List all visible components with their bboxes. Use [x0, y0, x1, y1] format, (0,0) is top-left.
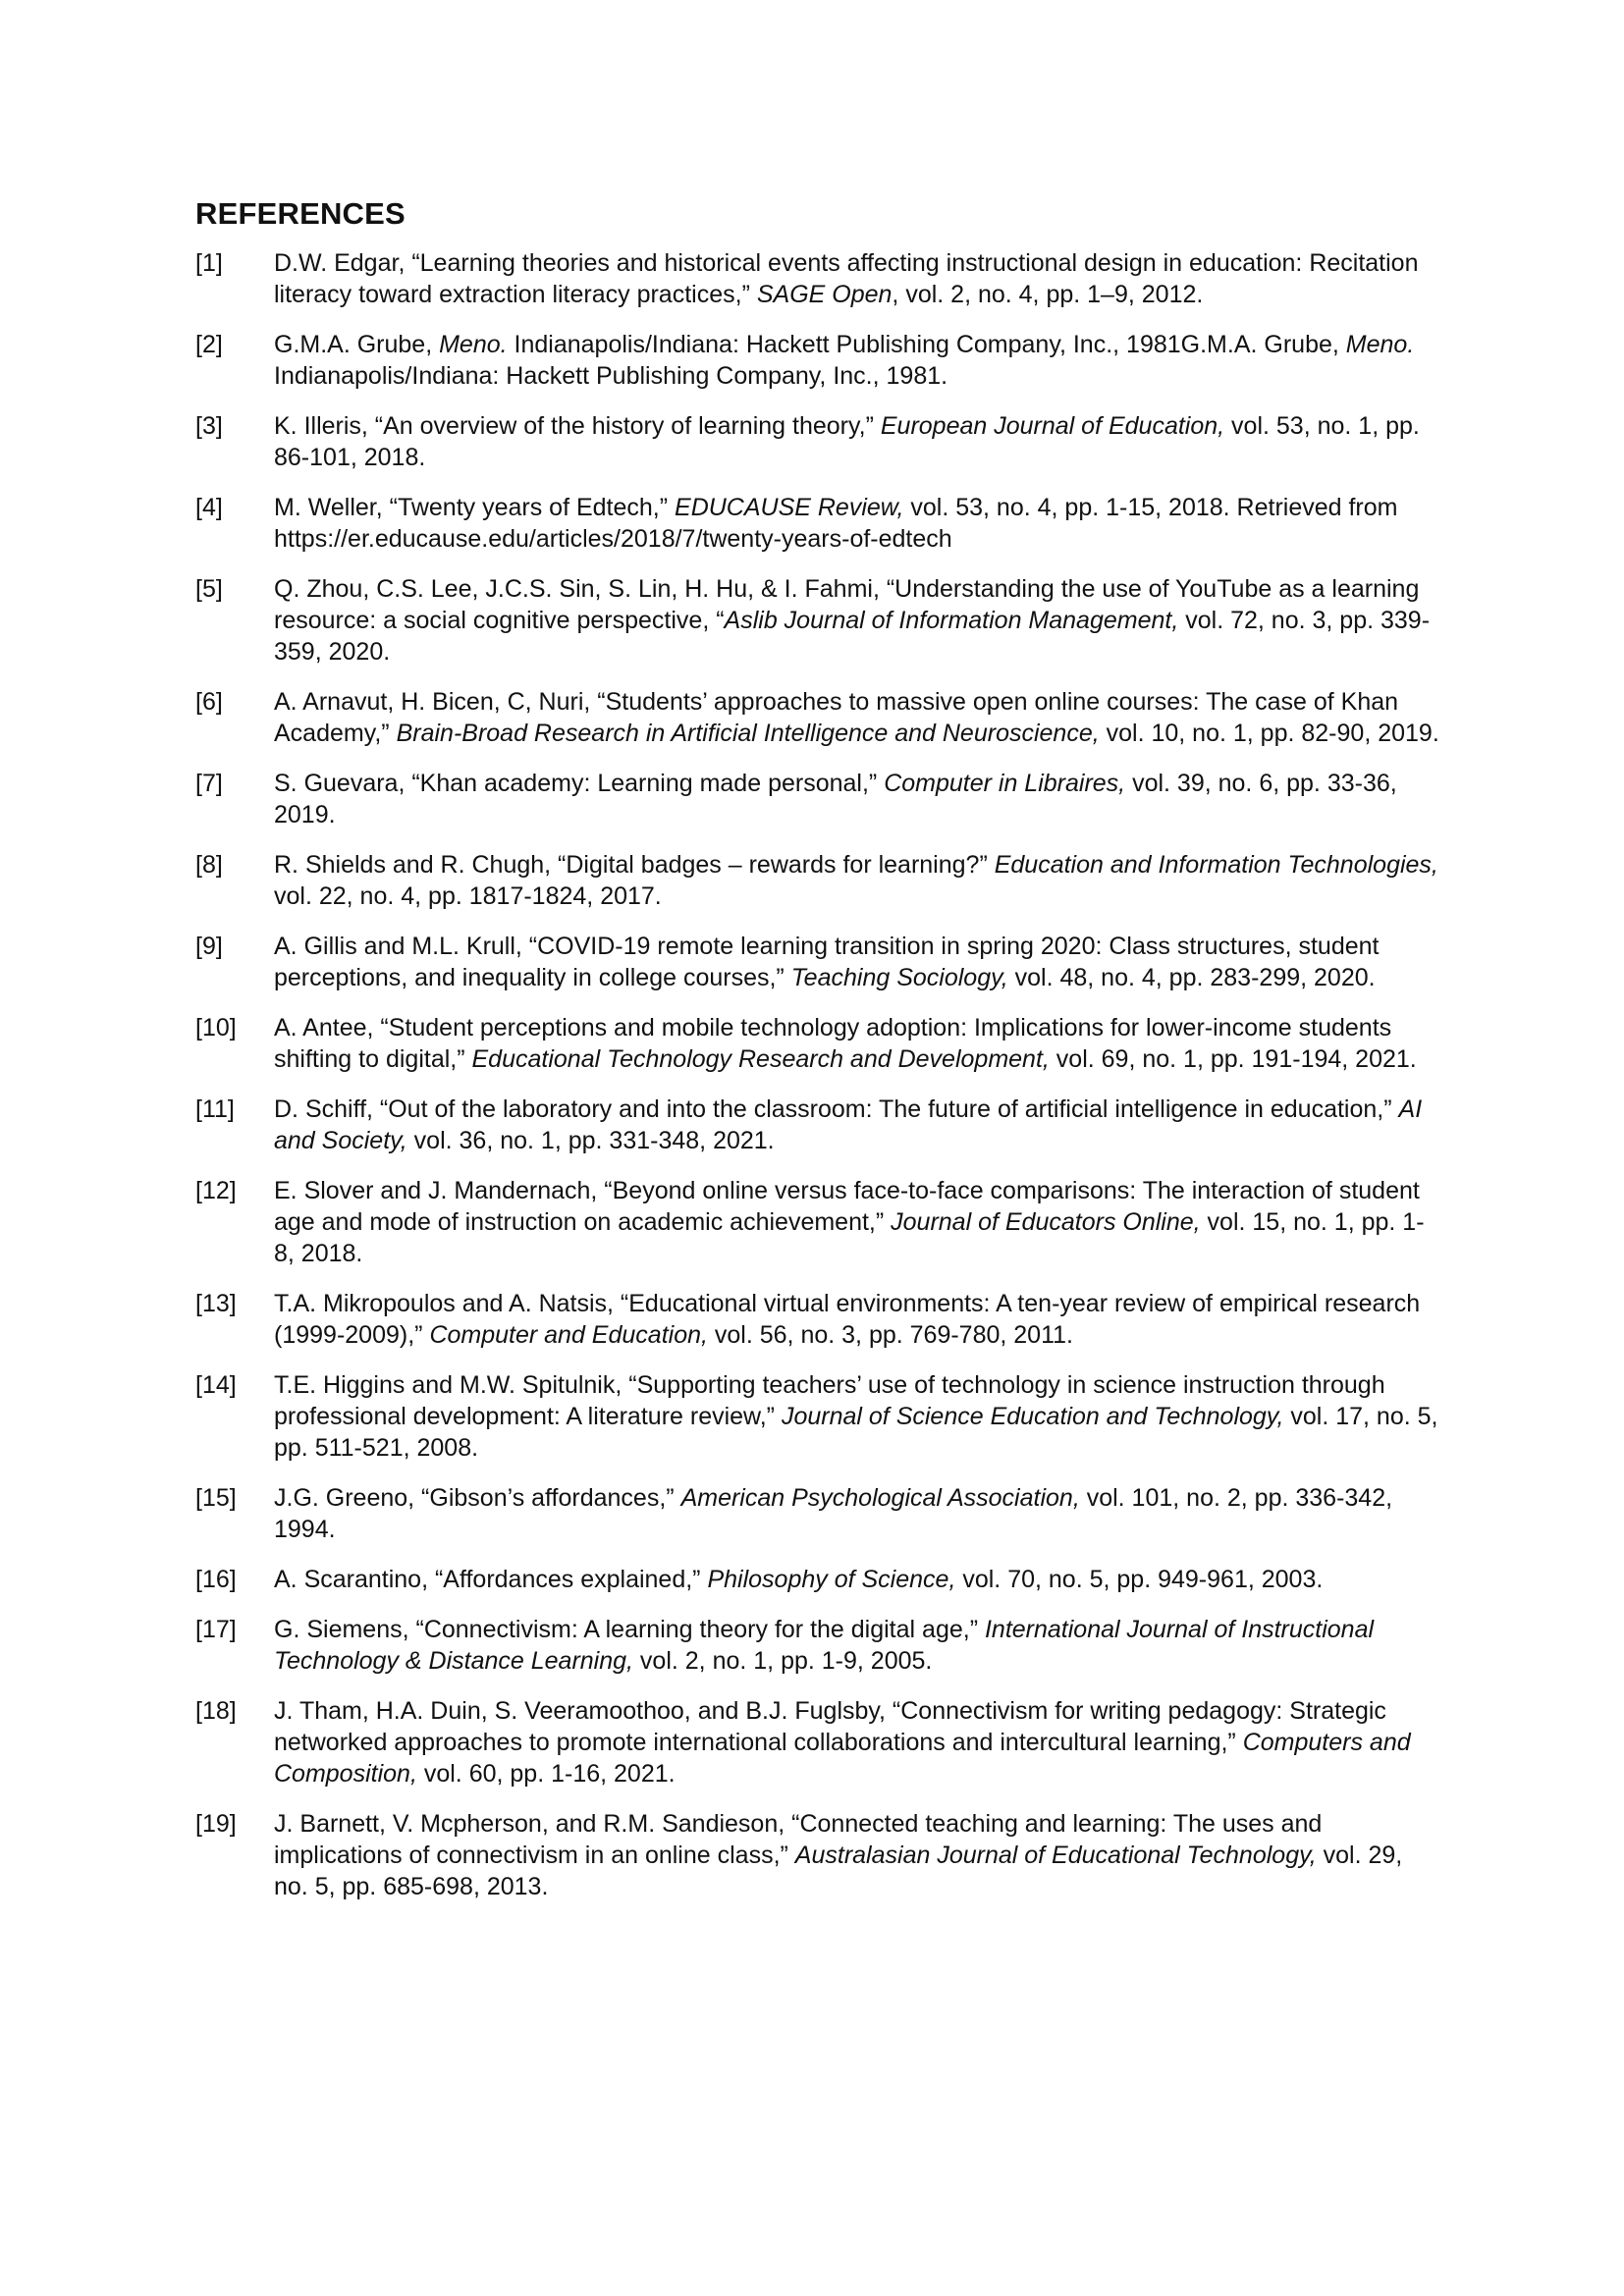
reference-source-title: Journal of Educators Online,: [891, 1208, 1201, 1236]
reference-text-segment: A. Antee, “Student perceptions and mobile technology adoption: Implications for lower-income students shifting to digital,”: [274, 1014, 1392, 1073]
reference-text-segment: vol. 10, no. 1, pp. 82-90, 2019.: [1099, 720, 1439, 747]
reference-number: [7]: [195, 770, 223, 797]
reference-item: [195, 247, 1442, 310]
reference-source-title: Meno.: [1345, 331, 1415, 358]
reference-source-title: American Psychological Association,: [680, 1484, 1080, 1512]
reference-number: [13]: [195, 1290, 237, 1317]
reference-text: [274, 849, 1442, 912]
reference-text-segment: vol. 22, no. 4, pp. 1817-1824, 2017.: [274, 882, 662, 910]
reference-number: [1]: [195, 249, 223, 277]
reference-text-segment: D. Schiff, “Out of the laboratory and into the classroom: The future of artificial intelligence in education,”: [274, 1095, 1399, 1123]
reference-item: [195, 492, 1442, 555]
reference-item: [195, 1614, 1442, 1677]
reference-text-segment: A. Scarantino, “Affordances explained,”: [274, 1566, 708, 1593]
reference-item: [195, 849, 1442, 912]
reference-list: [195, 247, 1442, 1921]
reference-text-segment: vol. 48, no. 4, pp. 283-299, 2020.: [1007, 964, 1376, 991]
reference-text: [274, 1012, 1442, 1075]
reference-text: [274, 1288, 1442, 1351]
reference-item: [195, 329, 1442, 392]
reference-number: [6]: [195, 688, 223, 716]
reference-text: [274, 492, 1442, 555]
reference-text: [274, 1695, 1442, 1789]
reference-item: [195, 573, 1442, 667]
reference-text-segment: R. Shields and R. Chugh, “Digital badges – rewards for learning?”: [274, 851, 995, 879]
reference-source-title: European Journal of Education,: [880, 412, 1225, 440]
reference-item: [195, 1369, 1442, 1464]
reference-number: [8]: [195, 851, 223, 879]
reference-item: [195, 1695, 1442, 1789]
reference-text: [274, 1175, 1442, 1269]
reference-number: [12]: [195, 1177, 237, 1204]
reference-text: [274, 931, 1442, 993]
reference-text-segment: Indianapolis/Indiana: Hackett Publishing Company, Inc., 1981.: [274, 362, 948, 390]
reference-source-title: AI and Society,: [274, 1095, 1423, 1154]
reference-text: [274, 1564, 1442, 1595]
reference-item: [195, 768, 1442, 830]
reference-number: [9]: [195, 933, 223, 960]
reference-text: [274, 1808, 1442, 1902]
reference-text-segment: A. Gillis and M.L. Krull, “COVID-19 remote learning transition in spring 2020: Class structures, student perceptions, and inequality in college courses,”: [274, 933, 1380, 991]
reference-text-segment: J. Tham, H.A. Duin, S. Veeramoothoo, and B.J. Fuglsby, “Connectivism for writing pedagogy: Strategic networked approaches to promote international collaborations and intercultural learning,”: [274, 1697, 1386, 1756]
reference-text: [274, 1614, 1442, 1677]
reference-source-title: Meno.: [439, 331, 508, 358]
reference-item: [195, 686, 1442, 749]
reference-source-title: Educational Technology Research and Development,: [471, 1045, 1050, 1073]
reference-text-segment: , vol. 2, no. 4, pp. 1–9, 2012.: [892, 281, 1204, 308]
reference-text-segment: vol. 72, no. 3, pp. 339-359, 2020.: [274, 607, 1431, 666]
reference-text-segment: vol. 29, no. 5, pp. 685-698, 2013.: [274, 1842, 1403, 1900]
reference-number: [11]: [195, 1095, 235, 1123]
reference-text-segment: vol. 39, no. 6, pp. 33-36, 2019.: [274, 770, 1397, 828]
reference-number: [10]: [195, 1014, 237, 1041]
reference-text-segment: K. Illeris, “An overview of the history of learning theory,”: [274, 412, 881, 440]
reference-text-segment: vol. 36, no. 1, pp. 331-348, 2021.: [406, 1127, 775, 1154]
reference-text-segment: Indianapolis/Indiana: Hackett Publishing Company, Inc., 1981G.M.A. Grube,: [507, 331, 1346, 358]
reference-text-segment: M. Weller, “Twenty years of Edtech,”: [274, 494, 676, 521]
reference-item: [195, 1094, 1442, 1156]
reference-text-segment: vol. 56, no. 3, pp. 769-780, 2011.: [707, 1321, 1073, 1349]
reference-text-segment: T.A. Mikropoulos and A. Natsis, “Educational virtual environments: A ten-year review of empirical research (1999-2009),”: [274, 1290, 1421, 1349]
reference-text-segment: G.M.A. Grube,: [274, 331, 440, 358]
reference-source-title: EDUCAUSE Review,: [675, 494, 904, 521]
reference-text: [274, 768, 1442, 830]
reference-source-title: Computer in Libraires,: [884, 770, 1126, 797]
reference-item: [195, 1012, 1442, 1075]
reference-text: [274, 247, 1442, 310]
reference-text-segment: D.W. Edgar, “Learning theories and historical events affecting instructional design in education: Recitation literacy toward extraction literacy practices,”: [274, 249, 1419, 308]
reference-source-title: Computers and Composition,: [274, 1729, 1411, 1788]
reference-text-segment: T.E. Higgins and M.W. Spitulnik, “Supporting teachers’ use of technology in science instruction through professional development: A literature review,”: [274, 1371, 1385, 1430]
reference-source-title: Journal of Science Education and Technology,: [781, 1403, 1284, 1430]
reference-text-segment: J.G. Greeno, “Gibson’s affordances,”: [274, 1484, 681, 1512]
reference-number: [15]: [195, 1484, 237, 1512]
reference-source-title: Education and Information Technologies,: [994, 851, 1438, 879]
reference-source-title: SAGE Open: [756, 281, 893, 308]
reference-item: [195, 1564, 1442, 1595]
reference-text-segment: vol. 70, no. 5, pp. 949-961, 2003.: [955, 1566, 1324, 1593]
reference-text-segment: vol. 101, no. 2, pp. 336-342, 1994.: [274, 1484, 1393, 1543]
reference-number: [17]: [195, 1616, 237, 1643]
reference-source-title: Computer and Education,: [429, 1321, 708, 1349]
reference-source-title: Philosophy of Science,: [707, 1566, 956, 1593]
reference-text-segment: vol. 53, no. 1, pp. 86-101, 2018.: [274, 412, 1420, 471]
reference-text: [274, 329, 1442, 392]
reference-text-segment: vol. 17, no. 5, pp. 511-521, 2008.: [274, 1403, 1438, 1462]
reference-text: [274, 1369, 1442, 1464]
reference-text: [274, 686, 1442, 749]
reference-number: [19]: [195, 1810, 237, 1838]
reference-number: [3]: [195, 412, 223, 440]
reference-item: [195, 410, 1442, 473]
reference-number: [14]: [195, 1371, 237, 1399]
reference-number: [4]: [195, 494, 223, 521]
reference-source-title: Aslib Journal of Information Management,: [724, 607, 1179, 634]
reference-number: [5]: [195, 575, 223, 603]
reference-text-segment: A. Arnavut, H. Bicen, C, Nuri, “Students’ approaches to massive open online courses: The case of Khan Academy,”: [274, 688, 1399, 747]
reference-text-segment: Q. Zhou, C.S. Lee, J.C.S. Sin, S. Lin, H. Hu, & I. Fahmi, “Understanding the use of YouTube as a learning resource: a social cognitive perspective, “: [274, 575, 1420, 634]
reference-number: [18]: [195, 1697, 237, 1725]
reference-text: [274, 410, 1442, 473]
reference-source-title: Australasian Journal of Educational Technology,: [794, 1842, 1317, 1869]
reference-text-segment: vol. 15, no. 1, pp. 1-8, 2018.: [274, 1208, 1425, 1267]
reference-text-segment: G. Siemens, “Connectivism: A learning theory for the digital age,”: [274, 1616, 985, 1643]
reference-number: [2]: [195, 331, 223, 358]
reference-item: [195, 1482, 1442, 1545]
reference-item: [195, 1808, 1442, 1902]
reference-text-segment: E. Slover and J. Mandernach, “Beyond online versus face-to-face comparisons: The interaction of student age and mode of instruction on academic achievement,”: [274, 1177, 1420, 1236]
reference-text-segment: S. Guevara, “Khan academy: Learning made personal,”: [274, 770, 885, 797]
reference-item: [195, 1175, 1442, 1269]
reference-text-segment: vol. 69, no. 1, pp. 191-194, 2021.: [1049, 1045, 1417, 1073]
reference-item: [195, 1288, 1442, 1351]
reference-source-title: Brain-Broad Research in Artificial Intelligence and Neuroscience,: [396, 720, 1100, 747]
reference-text: [274, 1482, 1442, 1545]
reference-source-title: International Journal of Instructional Technology & Distance Learning,: [274, 1616, 1375, 1675]
reference-text: [274, 573, 1442, 667]
reference-item: [195, 931, 1442, 993]
references-heading: REFERENCES: [195, 196, 406, 231]
reference-number: [16]: [195, 1566, 237, 1593]
reference-text-segment: J. Barnett, V. Mcpherson, and R.M. Sandieson, “Connected teaching and learning: The uses and implications of connectivism in an online class,”: [274, 1810, 1323, 1869]
reference-source-title: Teaching Sociology,: [790, 964, 1008, 991]
reference-text-segment: vol. 53, no. 4, pp. 1-15, 2018. Retrieved from https://er.educause.edu/articles/2018/7/twenty-years-of-edtech: [274, 494, 1398, 553]
reference-text: [274, 1094, 1442, 1156]
reference-text-segment: vol. 2, no. 1, pp. 1-9, 2005.: [632, 1647, 933, 1675]
reference-text-segment: vol. 60, pp. 1-16, 2021.: [416, 1760, 676, 1788]
